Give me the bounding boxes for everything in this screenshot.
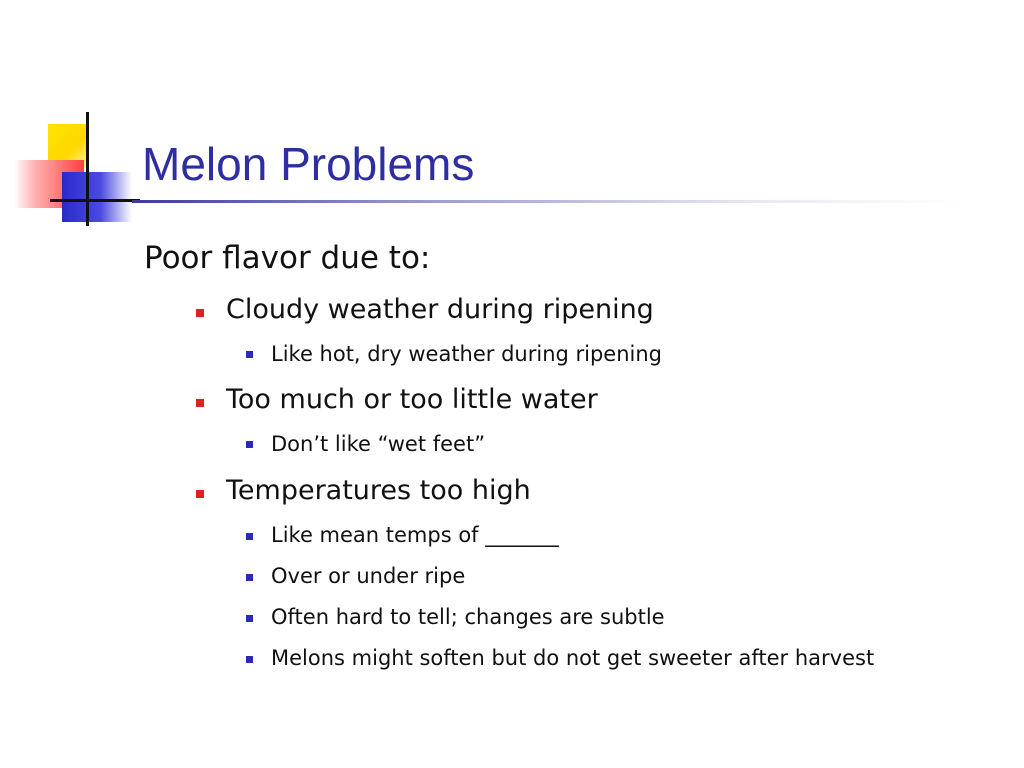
slide-title: Melon Problems <box>142 138 475 190</box>
bullet-icon <box>196 399 204 407</box>
bullet-point: Too much or too little water <box>226 384 598 415</box>
sub-bullet-icon <box>246 441 253 448</box>
bullet-icon <box>196 490 204 498</box>
bullet-point: Temperatures too high <box>226 475 531 506</box>
horizontal-rule <box>50 199 140 202</box>
blue-gradient-shape <box>62 172 132 222</box>
sub-bullet-icon <box>246 351 253 358</box>
bullet-point: Cloudy weather during ripening <box>226 294 654 325</box>
sub-bullet-icon <box>246 533 253 540</box>
sub-bullet-point: Often hard to tell; changes are subtle <box>271 605 665 629</box>
bullet-icon <box>196 309 204 317</box>
sub-bullet-point: Over or under ripe <box>271 564 466 588</box>
sub-bullet-point: Like hot, dry weather during ripening <box>271 342 663 366</box>
sub-bullet-point: Don’t like “wet feet” <box>271 432 486 456</box>
sub-bullet-point: Like mean temps of _______ <box>271 523 559 547</box>
sub-bullet-icon <box>246 574 253 581</box>
intro-text: Poor flavor due to: <box>144 240 431 276</box>
sub-bullet-point: Melons might soften but do not get sweeter after harvest <box>271 646 875 670</box>
sub-bullet-icon <box>246 656 253 663</box>
sub-bullet-icon <box>246 615 253 622</box>
vertical-rule <box>86 112 89 226</box>
title-underline <box>132 200 962 203</box>
